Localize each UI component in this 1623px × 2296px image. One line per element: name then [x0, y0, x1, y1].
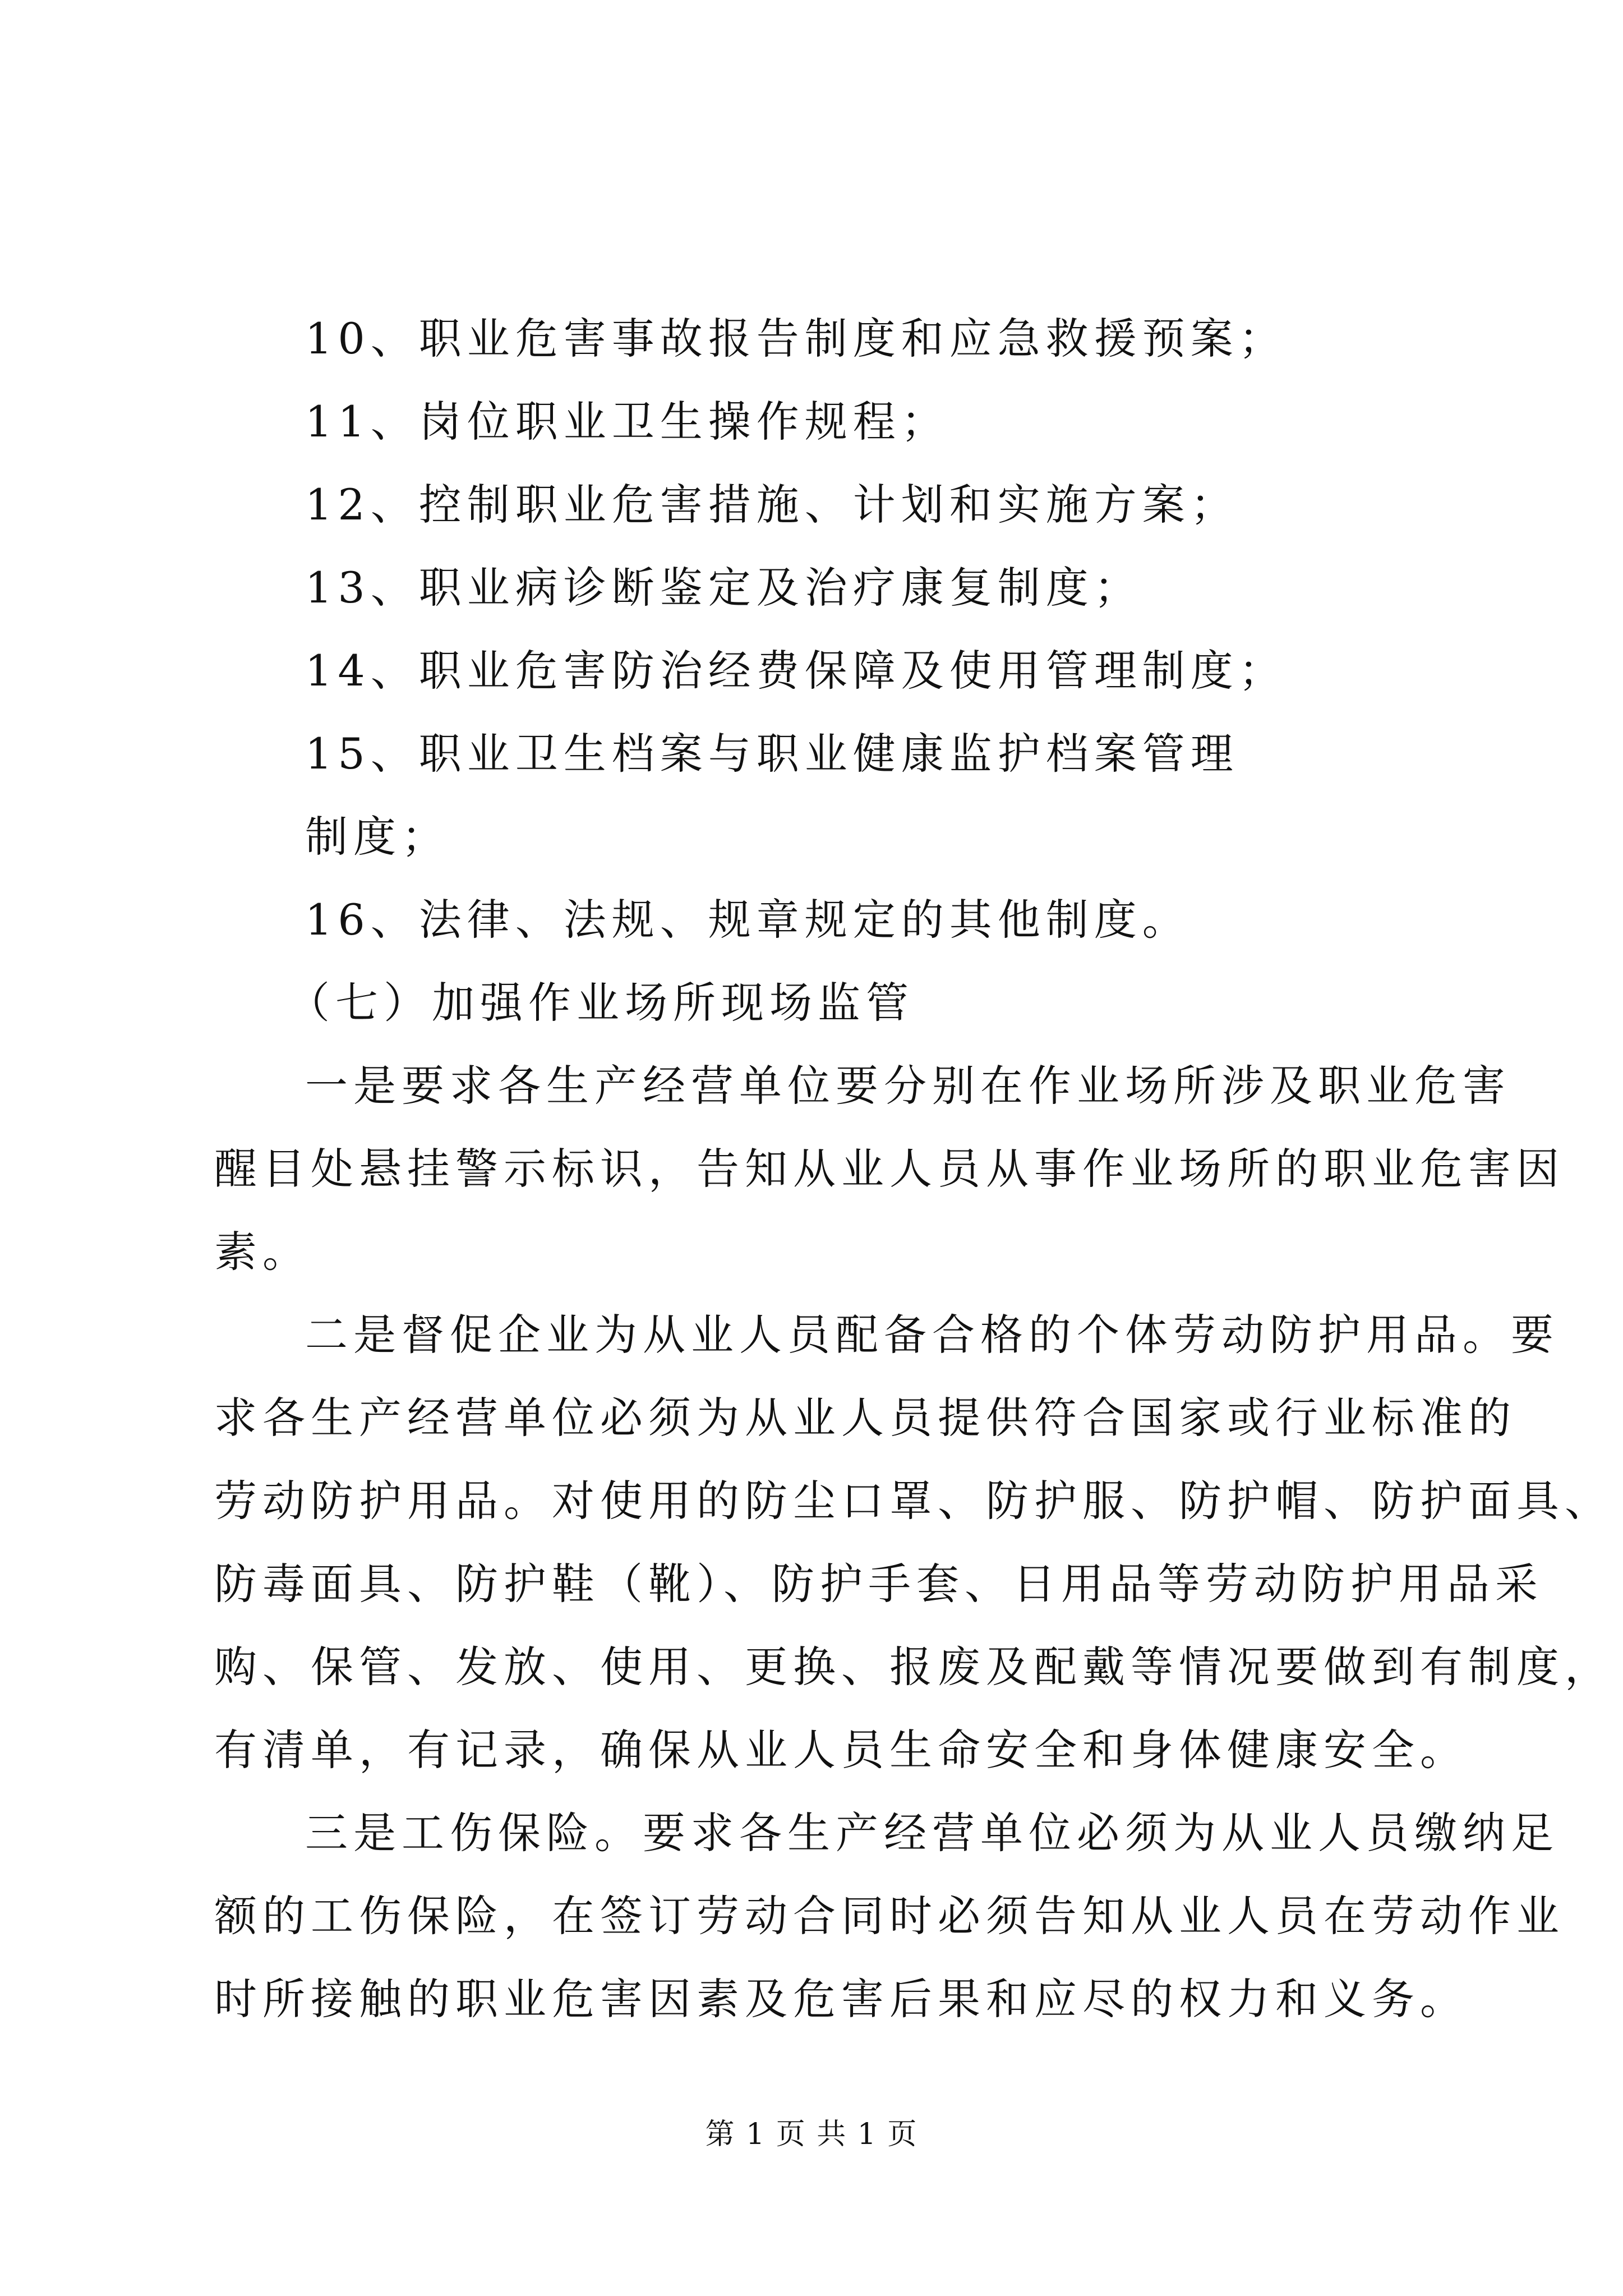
- paragraph-line: 醒目处悬挂警示标识，告知从业人员从事作业场所的职业危害因: [214, 1144, 1565, 1194]
- list-item: 16、法律、法规、规章规定的其他制度。: [305, 895, 1191, 945]
- paragraph: [214, 1792, 1565, 2041]
- document-body: [214, 297, 1613, 2041]
- list-item: 14、职业危害防治经费保障及使用管理制度；: [305, 646, 1287, 696]
- paragraph: [214, 1294, 1613, 1792]
- paragraph-line: 三是工伤保险。要求各生产经营单位必须为从业人员缴纳足: [305, 1808, 1559, 1858]
- list-item: 10、职业危害事故报告制度和应急救援预案；: [305, 314, 1287, 364]
- list-item: 13、职业病诊断鉴定及治疗康复制度；: [305, 563, 1142, 613]
- list-item-continuation: 制度；: [305, 812, 450, 862]
- paragraph-line: 素。: [214, 1227, 311, 1277]
- list-item: 15、职业卫生档案与职业健康监护档案管理: [305, 729, 1239, 779]
- list-item: 11、岗位职业卫生操作规程；: [305, 397, 949, 447]
- page-footer: 第 1 页 共 1 页: [705, 2118, 918, 2151]
- paragraph-line: 二是督促企业为从业人员配备合格的个体劳动防护用品。要: [305, 1310, 1559, 1360]
- paragraph-line: 一是要求各生产经营单位要分别在作业场所涉及职业危害: [305, 1061, 1511, 1111]
- paragraph-line: 时所接触的职业危害因素及危害后果和应尽的权力和义务。: [214, 1974, 1468, 2024]
- paragraph-line: 防毒面具、防护鞋（靴）、防护手套、日用品等劳动防护用品采: [214, 1559, 1543, 1609]
- paragraph-line: 额的工伤保险，在签订劳动合同时必须告知从业人员在劳动作业: [214, 1891, 1565, 1941]
- paragraph-line: 购、保管、发放、使用、更换、报废及配戴等情况要做到有制度，: [214, 1642, 1613, 1692]
- section-heading: （七）加强作业场所现场监管: [287, 978, 914, 1028]
- paragraph-line: 求各生产经营单位必须为从业人员提供符合国家或行业标准的: [214, 1393, 1516, 1443]
- list-item: 12、控制职业危害措施、计划和实施方案；: [305, 480, 1239, 530]
- paragraph: [214, 1045, 1565, 1294]
- paragraph-line: 劳动防护用品。对使用的防尘口罩、防护服、防护帽、防护面具、: [214, 1476, 1613, 1526]
- paragraph-line: 有清单，有记录，确保从业人员生命安全和身体健康安全。: [214, 1725, 1468, 1775]
